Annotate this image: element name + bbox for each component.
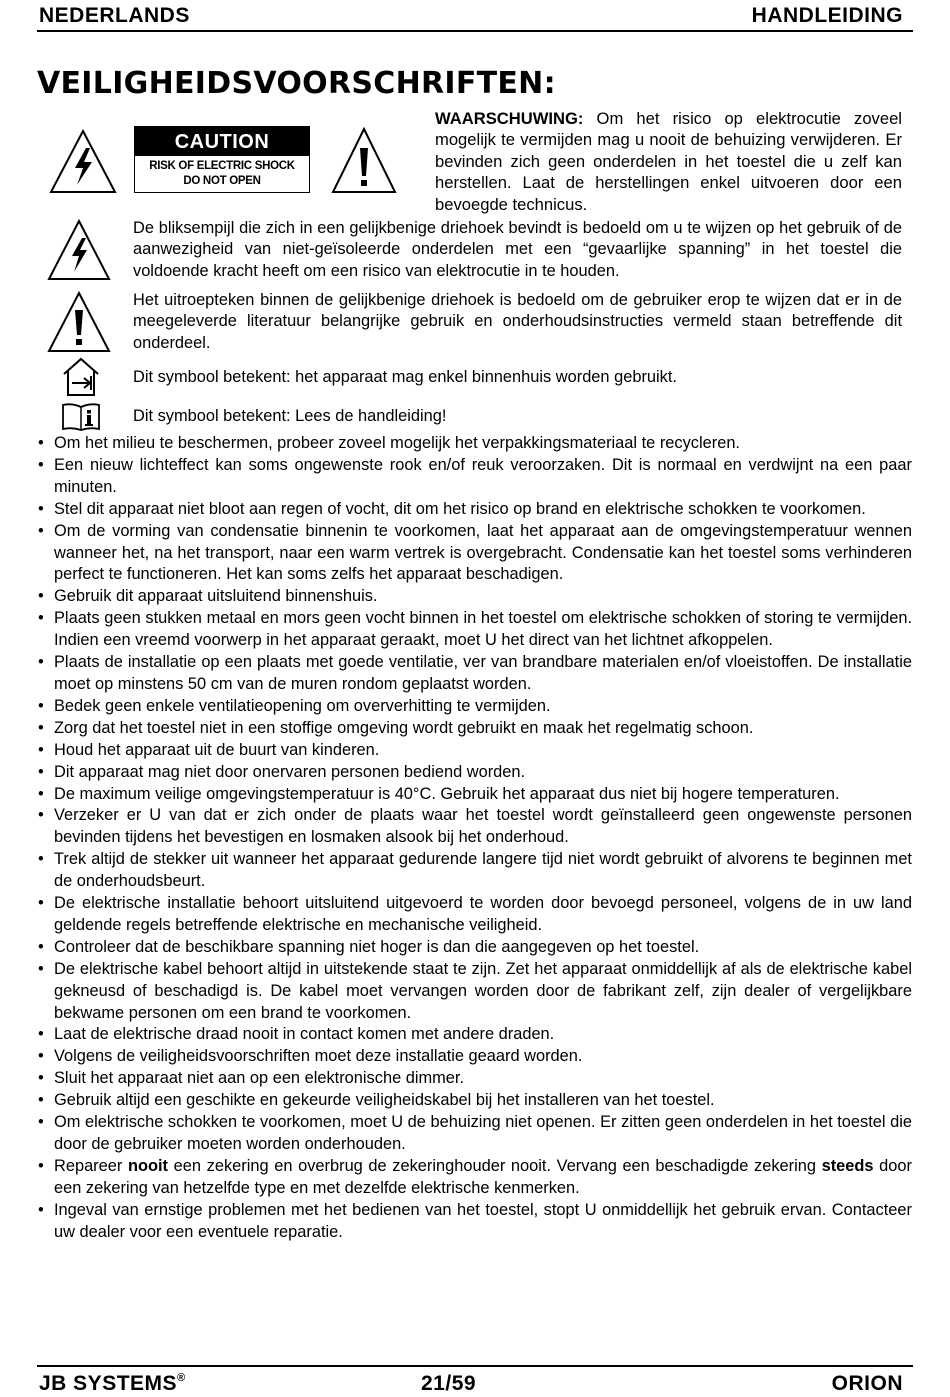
bullet-icon: •: [38, 762, 44, 781]
bullet-icon: •: [38, 850, 44, 869]
list-item: • Gebruik altijd een geschikte en gekeurde veiligheidskabel bij het installeren van het toestel.: [36, 1090, 912, 1112]
page-number: 21/59: [421, 1372, 477, 1395]
lightning-explanation: De bliksempijl die zich in een gelijkbenige driehoek bevindt is bedoeld om u te wijzen op het gebruik of de aanwezigheid van niet-geïsoleerde onderdelen met een “gevaarlijke spanning” in het toestel die voldoende kracht heeft om een risico van elektrocutie in te houden.: [133, 219, 902, 280]
indoor-use-icon: [60, 356, 102, 398]
lightning-warning-icon: [46, 218, 112, 282]
exclamation-explanation: Het uitroepteken binnen de gelijkbenige driehoek is bedoeld om de gebruiker erop te wijzen dat er in de meegeleverde literatuur belangrijke gebruik en onderhoudsinstructies vermeld staan betreffende dit onderdeel.: [133, 291, 902, 352]
manual-explanation: Dit symbool betekent: Lees de handleiding!: [133, 407, 447, 425]
list-item: • De elektrische installatie behoort uitsluitend uitgevoerd te worden door bevoegd personeel, volgens de in uw land geldende regels betreffende elektrische en mechanische veiligheid.: [38, 894, 912, 934]
bullet-icon: •: [38, 1200, 44, 1219]
bullet-icon: •: [38, 1047, 44, 1066]
indoor-explanation: Dit symbool betekent: het apparaat mag enkel binnenhuis worden gebruikt.: [133, 368, 677, 386]
list-item: • Trek altijd de stekker uit wanneer het apparaat gedurende langere tijd niet wordt gebruikt of alvorens te beginnen met de onderhoudsbeurt.: [38, 850, 912, 891]
read-manual-icon: [60, 402, 102, 432]
list-item: • Controleer dat de beschikbare spanning niet hoger is dan die aangegeven op het toestel.: [36, 937, 912, 959]
footer-model: ORION: [831, 1372, 903, 1395]
list-item: • De maximum veilige omgevingstemperatuur is 40°C. Gebruik het apparaat dus niet bij hogere temperaturen.: [36, 784, 912, 806]
list-item: • Plaats de installatie op een plaats met goede ventilatie, ver van brandbare materialen en/of vloeistoffen. De installatie moet op minstens 50 cm van de muren rondom geplaatst worden.: [38, 653, 912, 693]
bullet-icon: •: [38, 894, 44, 913]
bullet-icon: •: [38, 434, 44, 452]
bullet-icon: •: [38, 937, 44, 956]
list-item: • Bedek geen enkele ventilatieopening om oververhitting te vermijden.: [36, 696, 912, 718]
header-language: NEDERLANDS: [39, 4, 190, 27]
list-item: • Gebruik dit apparaat uitsluitend binnenshuis.: [36, 586, 912, 608]
exclamation-warning-icon: [330, 126, 398, 196]
caution-label: [134, 126, 310, 193]
bullet-icon: •: [38, 718, 44, 737]
header-doc-type: HANDLEIDING: [751, 4, 903, 27]
list-item: • Stel dit apparaat niet bloot aan regen of vocht, dit om het risico op brand en elektrische schokken te voorkomen.: [36, 499, 912, 521]
bullet-icon: •: [38, 740, 44, 759]
list-item: • Verzeker er U van dat er zich onder de plaats waar het toestel wordt geïnstalleerd geen ongewenste personen bevinden tijdens het bevestigen en losmaken alsook bij het onderhoud.: [38, 806, 912, 847]
bullet-icon: •: [38, 806, 44, 825]
bullet-icon: •: [38, 1025, 44, 1044]
bullet-icon: •: [38, 653, 44, 672]
page-footer: [37, 1365, 913, 1397]
lightning-warning-icon: [48, 128, 118, 196]
bullet-icon: •: [38, 696, 44, 715]
bullet-icon: •: [38, 1113, 44, 1132]
list-item: • Houd het apparaat uit de buurt van kinderen.: [36, 740, 912, 762]
registered-mark: ®: [177, 1372, 186, 1384]
list-item: • Om elektrische schokken te voorkomen, moet U de behuizing niet openen. Er zitten geen onderdelen in het toestel die door de gebruiker moeten worden onderhouden.: [38, 1113, 912, 1153]
list-item: • Zorg dat het toestel niet in een stoffige omgeving wordt gebruikt en maak het regelmatig schoon.: [36, 718, 912, 740]
warning-label: WAARSCHUWING:: [435, 109, 584, 128]
bullet-icon: •: [38, 1156, 44, 1175]
exclamation-warning-icon: [46, 290, 112, 354]
bullet-icon: •: [38, 959, 44, 978]
bullet-icon: •: [38, 455, 44, 474]
list-item: • Plaats geen stukken metaal en mors geen vocht binnen in het toestel om elektrische schokken of storing te vermijden. Indien een vreemd voorwerp in het apparaat geraakt, moet U het direct van het lichtnet afkoppelen.: [38, 609, 912, 650]
list-item: • Om het milieu te beschermen, probeer zoveel mogelijk het verpakkingsmateriaal te recycleren.: [36, 433, 912, 455]
list-item: • Ingeval van ernstige problemen met het bedienen van het toestel, stopt U onmiddellijk het gebruik ervan. Contacteer uw dealer voor een eventuele reparatie.: [38, 1200, 912, 1241]
warning-body: Om het risico op elektrocutie zoveel mogelijk te vermijden mag u nooit de behuizing verwijderen. Er bevinden zich geen onderdelen in het toestel die u zelf kan herstellen. Laat de herstellingen enkel uitvoeren door een bevoegde technicus.: [435, 109, 902, 214]
warning-text: [435, 108, 902, 215]
bullet-icon: •: [38, 784, 44, 803]
caution-title: CAUTION: [135, 127, 309, 156]
safety-instructions-list: [36, 433, 912, 1244]
list-item: • Een nieuw lichteffect kan soms ongewenste rook en/of reuk veroorzaken. Dit is normaal en verdwijnt na een paar minuten.: [38, 455, 912, 496]
bullet-icon: •: [38, 499, 44, 518]
list-item: • De elektrische kabel behoort altijd in uitstekende staat te zijn. Zet het apparaat onmiddellijk af als de elektrische kabel gekneusd of beschadigd is. De kabel moet vervangen worden door de fabrikant zelf, zijn dealer of vergelijkbare bekwame personen om een brand te voorkomen.: [38, 959, 912, 1022]
caution-line-2: DO NOT OPEN: [183, 175, 261, 187]
list-item: • Repareer nooit een zekering en overbrug de zekeringhouder nooit. Vervang een beschadigde zekering steeds door een zekering van hetzelfde type en met dezelfde elektrische kenmerken.: [38, 1156, 912, 1197]
footer-brand: JB SYSTEMS®: [39, 1372, 186, 1395]
list-item: • Volgens de veiligheidsvoorschriften moet deze installatie geaard worden.: [36, 1046, 912, 1068]
bullet-icon: •: [38, 609, 44, 628]
bullet-icon: •: [38, 1091, 44, 1110]
list-item: • Laat de elektrische draad nooit in contact komen met andere draden.: [36, 1024, 912, 1046]
list-item: • Sluit het apparaat niet aan op een elektronische dimmer.: [36, 1068, 912, 1090]
bullet-icon: •: [38, 587, 44, 606]
page-header: [37, 2, 913, 32]
page-title: VEILIGHEIDSVOORSCHRIFTEN:: [37, 66, 556, 101]
list-item: • Dit apparaat mag niet door onervaren personen bediend worden.: [36, 762, 912, 784]
bullet-icon: •: [38, 1069, 44, 1088]
list-item: • Om de vorming van condensatie binnenin te voorkomen, laat het apparaat aan de omgevingstemperatuur wennen wanneer het, na het transport, naar een warm vertrek is overgebracht. Condensatie kan het toestel soms verhinderen perfect te functioneren. Het kan soms zelfs het apparaat beschadigen.: [38, 521, 912, 584]
bullet-icon: •: [38, 521, 44, 540]
caution-line-1: RISK OF ELECTRIC SHOCK: [149, 160, 295, 172]
